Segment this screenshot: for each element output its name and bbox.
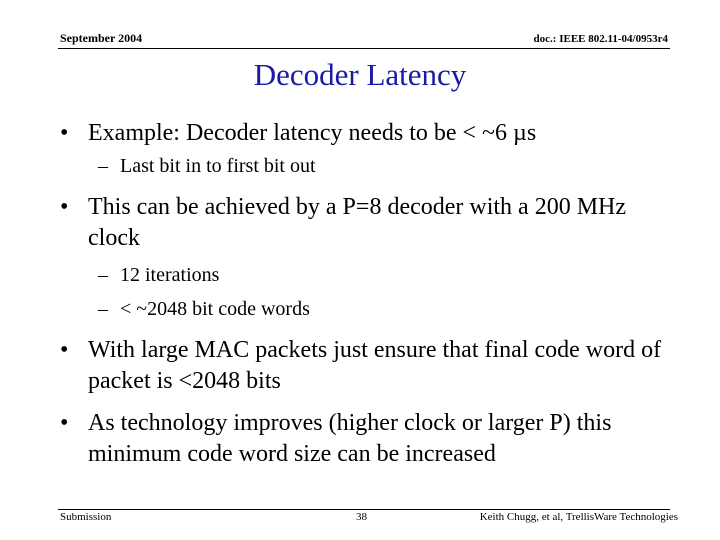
bullet-2-sub-2 (98, 297, 668, 322)
bullet-2-sub-1-text: 12 iterations (120, 264, 220, 286)
bullet-dot-icon: • (60, 194, 69, 220)
bullet-dot-icon: • (60, 337, 69, 363)
slide-title: Decoder Latency (253, 57, 467, 92)
bullet-1-sub-1-text: Last bit in to first bit out (120, 155, 316, 177)
dash-icon: – (98, 264, 108, 286)
dash-icon: – (98, 298, 108, 320)
bullet-dot-icon: • (60, 120, 69, 146)
bullet-2 (60, 192, 670, 254)
bullet-4 (60, 408, 670, 470)
footer-submission-label: Submission (60, 511, 112, 523)
bullet-2-sub-2-text: < ~2048 bit code words (120, 298, 310, 320)
footer-author: Keith Chugg, et al, TrellisWare Technologies (479, 511, 678, 523)
bullet-2-text: This can be achieved by a P=8 decoder with a 200 MHz clock (88, 194, 627, 251)
bullet-4-text: As technology improves (higher clock or larger P) this minimum code word size can be increased (88, 410, 612, 467)
bullet-2-sub-1 (98, 263, 668, 288)
header-date: September 2004 (60, 31, 143, 45)
bullet-1-sub-1 (98, 154, 668, 179)
dash-icon: – (98, 155, 108, 177)
bullet-dot-icon: • (60, 410, 69, 436)
bullet-3-text: With large MAC packets just ensure that final code word of packet is <2048 bits (88, 337, 662, 394)
header-doc-id: doc.: IEEE 802.11-04/0953r4 (533, 33, 668, 45)
footer-rule (58, 509, 670, 510)
bullet-1 (60, 118, 670, 149)
bullet-3 (60, 335, 670, 397)
bullet-1-text: Example: Decoder latency needs to be < ~6 µs (88, 120, 537, 146)
footer-page-number: 38 (356, 511, 367, 523)
